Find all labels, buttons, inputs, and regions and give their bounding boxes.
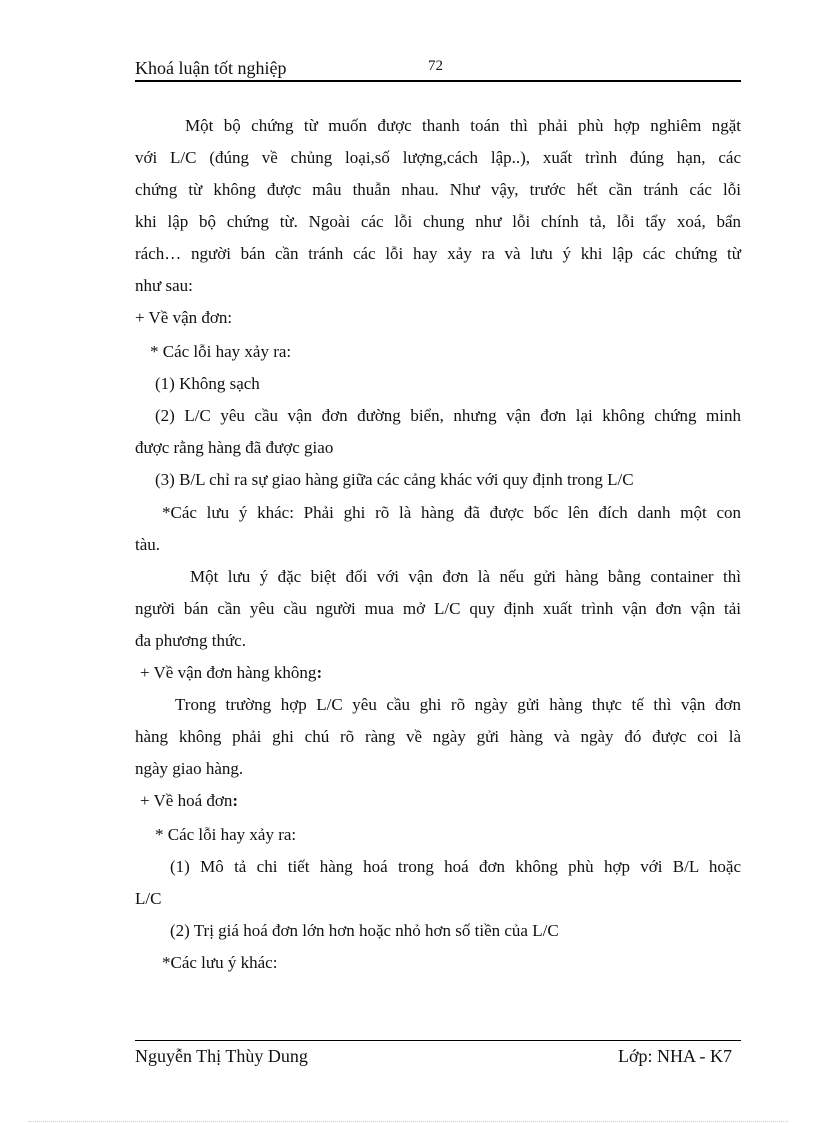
paragraph-line: đa phương thức. bbox=[135, 631, 246, 650]
page-edge-dots bbox=[28, 1121, 788, 1122]
page-number: 72 bbox=[428, 58, 443, 74]
list-item: (3) B/L chỉ ra sự giao hàng giữa các cảng khác với quy định trong L/C bbox=[155, 470, 634, 489]
paragraph-line: người bán cần yêu cầu người mua mở L/C quy định xuất trình vận đơn vận tải bbox=[135, 599, 741, 618]
note-line: *Các lưu ý khác: Phải ghi rõ là hàng đã được bốc lên đích danh một con bbox=[162, 503, 741, 522]
heading-text: + Về hoá đơn bbox=[140, 791, 233, 810]
header-title: Khoá luận tốt nghiệp bbox=[135, 58, 287, 78]
section-heading-hang-khong bbox=[140, 662, 741, 684]
list-item-continuation: L/C bbox=[135, 889, 162, 908]
list-item: (2) Trị giá hoá đơn lớn hơn hoặc nhỏ hơn số tiền của L/C bbox=[170, 921, 559, 940]
header-rule bbox=[135, 80, 741, 82]
list-item: (1) Không sạch bbox=[155, 374, 260, 393]
note-line: tàu. bbox=[135, 535, 161, 554]
section-heading-van-don: + Về vận đơn: bbox=[135, 308, 233, 327]
footer-class: Lớp: NHA - K7 bbox=[617, 1046, 732, 1066]
footer-author: Nguyễn Thị Thùy Dung bbox=[135, 1046, 308, 1066]
heading-text: + Về vận đơn hàng không bbox=[140, 663, 317, 682]
list-item-continuation: được rằng hàng đã được giao bbox=[135, 438, 334, 457]
paragraph-line: chứng từ không được mâu thuẫn nhau. Như vậy, trước hết cần tránh các lỗi bbox=[135, 180, 741, 199]
paragraph-line: với L/C (đúng về chủng loại,số lượng,cách lập..), xuất trình đúng hạn, các bbox=[135, 148, 741, 167]
heading-colon: : bbox=[232, 791, 239, 810]
paragraph-line: như sau: bbox=[135, 276, 193, 295]
paragraph-line: Trong trường hợp L/C yêu cầu ghi rõ ngày gửi hàng thực tế thì vận đơn bbox=[175, 695, 741, 714]
subheading-loi: * Các lỗi hay xảy ra: bbox=[150, 342, 292, 361]
list-item: (1) Mô tả chi tiết hàng hoá trong hoá đơn không phù hợp với B/L hoặc bbox=[170, 857, 741, 876]
paragraph-line: Một bộ chứng từ muốn được thanh toán thì phải phù hợp nghiêm ngặt bbox=[185, 116, 741, 135]
list-item: (2) L/C yêu cầu vận đơn đường biển, nhưng vận đơn lại không chứng minh bbox=[155, 406, 741, 425]
paragraph-line: Một lưu ý đặc biệt đối với vận đơn là nếu gửi hàng bằng container thì bbox=[190, 567, 741, 586]
footer-rule bbox=[135, 1040, 741, 1041]
paragraph-line: ngày giao hàng. bbox=[135, 759, 244, 778]
heading-colon: : bbox=[316, 663, 323, 682]
paragraph-line: khi lập bộ chứng từ. Ngoài các lỗi chung như lỗi chính tả, lỗi tẩy xoá, bẩn bbox=[135, 212, 741, 231]
paragraph-line: hàng không phải ghi chú rõ ràng về ngày gửi hàng và ngày đó được coi là bbox=[135, 727, 741, 746]
note-line: *Các lưu ý khác: bbox=[162, 953, 278, 972]
subheading-loi: * Các lỗi hay xảy ra: bbox=[155, 825, 297, 844]
section-heading-hoa-don bbox=[140, 790, 741, 812]
paragraph-line: rách… người bán cần tránh các lỗi hay xảy ra và lưu ý khi lập các chứng từ bbox=[135, 244, 741, 263]
